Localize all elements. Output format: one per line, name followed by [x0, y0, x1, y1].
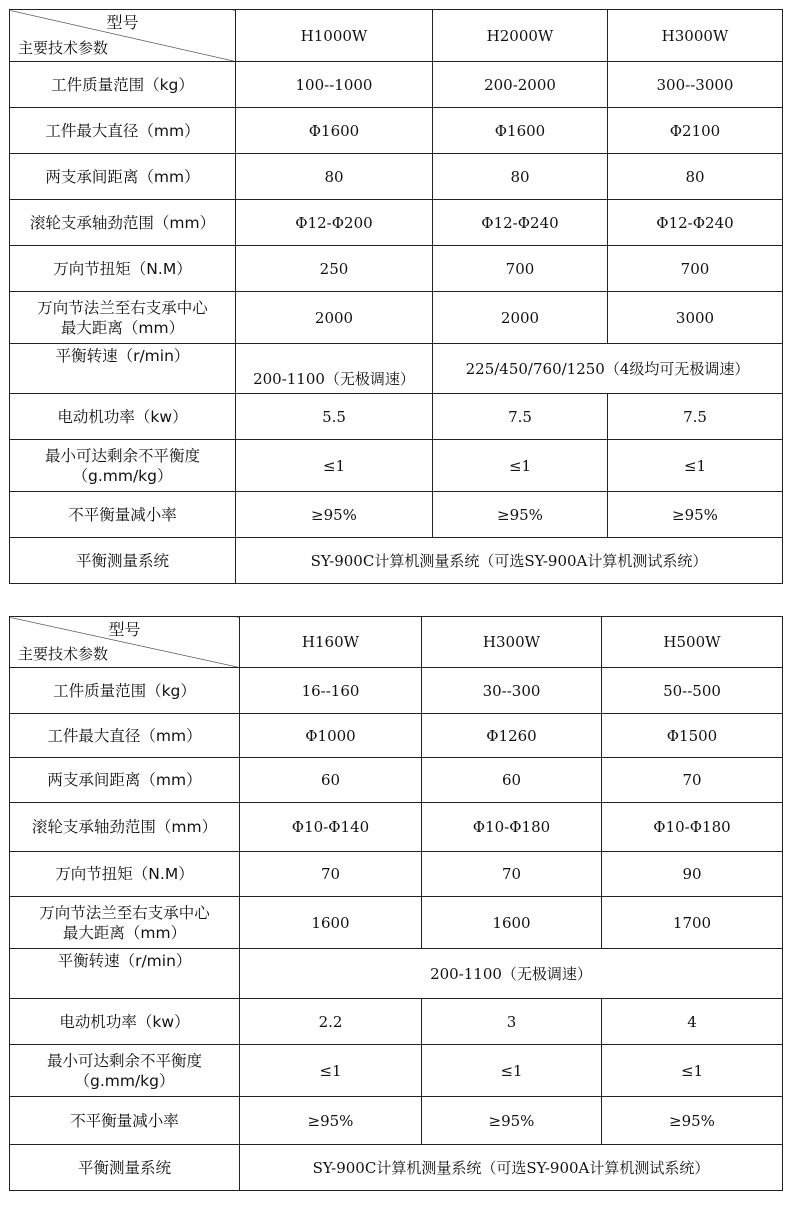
- cell-value: 70: [602, 758, 783, 803]
- cell-value: 2000: [433, 292, 608, 344]
- row-label: 工件质量范围（kg）: [10, 62, 236, 108]
- cell-value: Φ12-Φ240: [608, 200, 783, 246]
- table-row: [10, 897, 783, 949]
- row-label: 两支承间距离（mm）: [10, 758, 240, 803]
- cell-value: 30--300: [422, 668, 602, 714]
- table-row: [10, 492, 783, 538]
- table-row: [10, 108, 783, 154]
- table-row: [10, 538, 783, 584]
- table-row: [10, 668, 783, 714]
- cell-value: 300--3000: [608, 62, 783, 108]
- row-label: 平衡测量系统: [10, 538, 236, 584]
- table-row: [10, 62, 783, 108]
- row-label: 万向节法兰至右支承中心 最大距离（mm）: [10, 897, 240, 949]
- table-row: [10, 154, 783, 200]
- table-row: [10, 758, 783, 803]
- cell-value: 70: [422, 852, 602, 897]
- row-label: 滚轮支承轴劲范围（mm）: [10, 803, 240, 852]
- row-label: 万向节扭矩（N.M）: [10, 852, 240, 897]
- row-label: 工件最大直径（mm）: [10, 108, 236, 154]
- cell-value: 1600: [422, 897, 602, 949]
- model-name: H2000W: [433, 10, 608, 62]
- model-name: H3000W: [608, 10, 783, 62]
- cell-value: 16--160: [240, 668, 422, 714]
- diagonal-header-cell: [10, 617, 240, 668]
- table-row: [10, 999, 783, 1045]
- cell-value: 60: [240, 758, 422, 803]
- cell-value: 100--1000: [236, 62, 433, 108]
- row-label: 最小可达剩余不平衡度 （g.mm/kg）: [10, 1045, 240, 1097]
- cell-value: 90: [602, 852, 783, 897]
- cell-value: 2000: [236, 292, 433, 344]
- cell-value: Φ1260: [422, 714, 602, 758]
- model-header-label: 型号: [106, 13, 139, 32]
- cell-value: [236, 344, 433, 394]
- table-row: [10, 714, 783, 758]
- cell-value: 80: [236, 154, 433, 200]
- table-row: [10, 200, 783, 246]
- cell-value: 5.5: [236, 394, 433, 440]
- cell-value: 7.5: [608, 394, 783, 440]
- cell-value: 700: [433, 246, 608, 292]
- row-label: 不平衡量减小率: [10, 1097, 240, 1145]
- cell-value: Φ2100: [608, 108, 783, 154]
- row-label: 最小可达剩余不平衡度 （g.mm/kg）: [10, 440, 236, 492]
- cell-value: 80: [608, 154, 783, 200]
- cell-value: 80: [433, 154, 608, 200]
- spec-table-1: [9, 9, 783, 584]
- cell-value: Φ12-Φ200: [236, 200, 433, 246]
- table-row: [10, 949, 783, 999]
- params-header-label: 主要技术参数: [18, 645, 109, 663]
- model-name: H500W: [602, 617, 783, 668]
- cell-value: ≤1: [602, 1045, 783, 1097]
- cell-value: Φ10-Φ180: [422, 803, 602, 852]
- cell-value: 70: [240, 852, 422, 897]
- table-row: [10, 1045, 783, 1097]
- cell-value: 700: [608, 246, 783, 292]
- cell-value: Φ1600: [433, 108, 608, 154]
- cell-value: ≥95%: [422, 1097, 602, 1145]
- cell-value: Φ1600: [236, 108, 433, 154]
- row-label: 工件质量范围（kg）: [10, 668, 240, 714]
- cell-value: 2.2: [240, 999, 422, 1045]
- cell-value: 60: [422, 758, 602, 803]
- row-label: 电动机功率（kw）: [10, 394, 236, 440]
- cell-value: ≤1: [608, 440, 783, 492]
- cell-value: Φ10-Φ180: [602, 803, 783, 852]
- cell-value: ≤1: [240, 1045, 422, 1097]
- header-row: [10, 10, 783, 62]
- cell-value: ≥95%: [433, 492, 608, 538]
- model-name: H300W: [422, 617, 602, 668]
- row-label: 两支承间距离（mm）: [10, 154, 236, 200]
- cell-value: 4: [602, 999, 783, 1045]
- row-label: 平衡转速（r/min）: [10, 949, 240, 999]
- table-row: [10, 440, 783, 492]
- cell-value: 200-1100（无极调速）: [240, 949, 783, 999]
- speed-value: 200-1100（无极调速）: [253, 369, 415, 388]
- model-header-label: 型号: [108, 620, 141, 639]
- cell-value: SY-900C计算机测量系统（可选SY-900A计算机测试系统）: [236, 538, 783, 584]
- table-row: [10, 1097, 783, 1145]
- row-label: 平衡测量系统: [10, 1145, 240, 1191]
- table-row: [10, 852, 783, 897]
- cell-value: ≥95%: [236, 492, 433, 538]
- cell-value: 7.5: [433, 394, 608, 440]
- row-label: 万向节扭矩（N.M）: [10, 246, 236, 292]
- cell-value: 1600: [240, 897, 422, 949]
- params-header-label: 主要技术参数: [18, 39, 109, 57]
- row-label: 滚轮支承轴劲范围（mm）: [10, 200, 236, 246]
- model-name: H1000W: [236, 10, 433, 62]
- cell-value: 50--500: [602, 668, 783, 714]
- cell-value: SY-900C计算机测量系统（可选SY-900A计算机测试系统）: [240, 1145, 783, 1191]
- cell-value: ≥95%: [240, 1097, 422, 1145]
- cell-value: Φ1000: [240, 714, 422, 758]
- cell-value: ≤1: [422, 1045, 602, 1097]
- table-row: [10, 1145, 783, 1191]
- table-row: [10, 803, 783, 852]
- cell-value: Φ12-Φ240: [433, 200, 608, 246]
- cell-value: Φ10-Φ140: [240, 803, 422, 852]
- spec-table-2: [9, 616, 783, 1191]
- cell-value: ≥95%: [608, 492, 783, 538]
- row-label: 工件最大直径（mm）: [10, 714, 240, 758]
- row-label: 电动机功率（kw）: [10, 999, 240, 1045]
- cell-value: 1700: [602, 897, 783, 949]
- row-label: 不平衡量减小率: [10, 492, 236, 538]
- model-name: H160W: [240, 617, 422, 668]
- cell-value: 3: [422, 999, 602, 1045]
- cell-value: 200-2000: [433, 62, 608, 108]
- header-row: [10, 617, 783, 668]
- table-row: [10, 292, 783, 344]
- diagonal-header-cell: [10, 10, 236, 62]
- table-row: [10, 246, 783, 292]
- table-row: [10, 394, 783, 440]
- table-row: [10, 344, 783, 394]
- cell-value: ≥95%: [602, 1097, 783, 1145]
- cell-value: 225/450/760/1250（4级均可无极调速）: [433, 344, 783, 394]
- cell-value: 250: [236, 246, 433, 292]
- cell-value: Φ1500: [602, 714, 783, 758]
- cell-value: ≤1: [236, 440, 433, 492]
- cell-value: 3000: [608, 292, 783, 344]
- row-label: 平衡转速（r/min）: [10, 344, 236, 394]
- row-label: 万向节法兰至右支承中心 最大距离（mm）: [10, 292, 236, 344]
- cell-value: ≤1: [433, 440, 608, 492]
